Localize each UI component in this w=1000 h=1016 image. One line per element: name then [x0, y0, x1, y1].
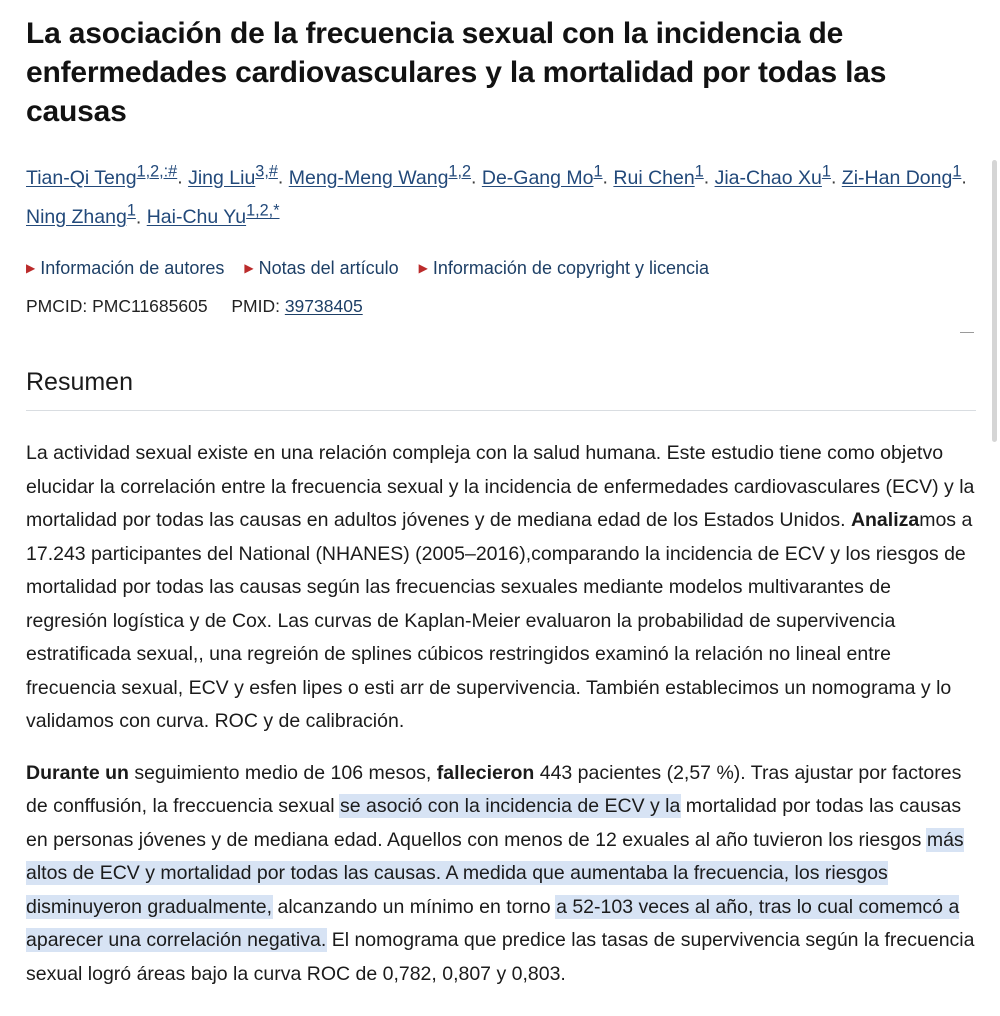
abstract-p1-seg3: mos a 17.243 participantes del National (NHANES) (2005–2016),comparando la incidencia de ECV y los riesgos de mortalidad por todas las causas según las frecuencias sexuales mediante modelos multivarantes de regresión logística y de Cox. Las curvas de Kaplan-Meier evaluaron la probabilidad de supervivencia estratificada sexual,, una regreión de splines cúbicos restringidos examinó la relación no lineal entre frecuencia sexual, ECV y esfen lipes o esti arr de supervivencia. También establecimos un nomograma y lo validamos con curva. ROC y de calibración. [26, 509, 973, 732]
author-link[interactable]: Hai-Chu Yu [146, 206, 247, 228]
author-separator-5: . [830, 166, 837, 189]
author-affiliation-sup[interactable]: 1,2,:# [136, 162, 178, 180]
abstract-heading: Resumen [26, 366, 976, 411]
author-separator-1: . [277, 166, 284, 189]
abstract-p2-seg2: 443 pacientes (2,57 %). Tras ajustar por factores de conffusión, la freccuencia sexual [26, 761, 962, 817]
triangle-right-icon: ▶ [418, 261, 428, 275]
vertical-scrollbar-track[interactable] [989, 0, 997, 1016]
author-link[interactable]: Tian-Qi Teng [26, 166, 137, 189]
author-affiliation-sup[interactable]: 1 [694, 162, 704, 180]
pmcid-value: PMC11685605 [92, 296, 208, 316]
toggle-article-notes[interactable] [244, 256, 398, 282]
author-affiliation-sup[interactable]: 1 [821, 162, 831, 180]
author-separator-0: . [177, 166, 183, 189]
pmcid-label: PMCID: [26, 296, 88, 316]
toggle-copyright-license[interactable] [419, 256, 709, 282]
author-link[interactable]: Ning Zhang [26, 206, 127, 228]
toggle-author-information[interactable] [26, 256, 224, 282]
article-section-toggles [26, 256, 976, 282]
triangle-right-icon: ▶ [244, 261, 254, 275]
vertical-scrollbar-thumb[interactable] [992, 160, 997, 442]
abstract-p2-bold-1: Durante un [26, 761, 129, 784]
author-entry-1[interactable] [188, 162, 278, 189]
abstract-p1-seg1: La actividad sexual existe en una relación compleja con la salud humana. Este estudio tiene como objetvo elucidar la correlación entre la frecuencia sexual y la incidencia de enfermedades cardiovasculares (ECV) y la mortalidad por todas las causas en adultos jóvenes y de mediana edad de los Estados Unidos. [26, 442, 975, 531]
author-separator-7: . [135, 206, 142, 228]
author-link[interactable]: Rui Chen [613, 166, 695, 189]
author-entry-8[interactable] [146, 201, 280, 228]
author-affiliation-sup[interactable]: 1 [952, 162, 962, 180]
pmid-link[interactable]: 39738405 [284, 296, 363, 316]
author-affiliation-sup[interactable]: 1 [126, 201, 136, 220]
author-entry-3[interactable] [481, 162, 603, 189]
author-link[interactable]: Zi-Han Dong [841, 166, 953, 189]
author-link[interactable]: Jing Liu [188, 166, 256, 189]
page-edge-tick [960, 332, 974, 333]
abstract-highlight-3: a 52-103 veces al año, tras lo cual comemcó a aparecer una correlación negativa. [26, 895, 960, 951]
toggle-label: Información de copyright y licencia [432, 258, 710, 278]
abstract-highlight-2: más altos de ECV y mortalidad por todas las causas. A medida que aumentaba la frecuencia, los riesgos disminuyeron gradualmente, [26, 828, 964, 918]
abstract-p2-seg5: El nomograma que predice las tasas de supervivencia según la frecuencia sexual logró áreas bajo la curva ROC de 0,782, 0,807 y 0,803. [26, 929, 975, 985]
author-entry-7[interactable] [26, 201, 136, 228]
abstract-p2-seg4: alcanzando un mínimo en torno [272, 895, 557, 918]
author-separator-4: . [703, 166, 710, 189]
author-link[interactable]: Jia-Chao Xu [714, 166, 822, 189]
toggle-label: Notas del artículo [258, 258, 399, 278]
abstract-highlight-1: se asoció con la incidencia de ECV y la [340, 795, 681, 817]
abstract-p2-bold-2: fallecieron [436, 761, 535, 784]
author-affiliation-sup[interactable]: 1 [593, 162, 603, 180]
author-affiliation-sup[interactable]: 1,2,* [246, 201, 280, 220]
pmid-label: PMID: [231, 296, 280, 316]
author-entry-2[interactable] [288, 162, 472, 189]
author-list [26, 155, 976, 234]
abstract-paragraph-1 [26, 437, 976, 739]
abstract-p1-bold: Analiza [850, 509, 920, 531]
author-link[interactable]: Meng-Meng Wang [288, 166, 449, 189]
abstract-body [26, 437, 976, 991]
author-affiliation-sup[interactable]: 3,# [255, 162, 278, 180]
abstract-paragraph-2 [26, 757, 976, 992]
page-title: La asociación de la frecuencia sexual con la incidencia de enfermedades cardiovasculares y la mortalidad por todas las causas [26, 17, 887, 128]
author-separator-6: . [961, 166, 967, 189]
author-affiliation-sup[interactable]: 1,2 [448, 162, 472, 180]
author-link[interactable]: De-Gang Mo [481, 166, 594, 189]
abstract-p2-seg3: mortalidad por todas las causas en personas jóvenes y de mediana edad. Aquellos con menos de 12 exuales al año tuvieron los riesgos [26, 795, 962, 851]
triangle-right-icon: ▶ [26, 261, 36, 275]
author-entry-6[interactable] [841, 162, 962, 189]
author-separator-3: . [602, 166, 608, 189]
article-identifiers [26, 294, 976, 318]
author-entry-4[interactable] [613, 162, 704, 189]
toggle-label: Información de autores [40, 258, 225, 278]
author-entry-5[interactable] [714, 162, 831, 189]
author-separator-2: . [471, 166, 477, 189]
abstract-p2-seg1: seguimiento medio de 106 mesos, [128, 761, 437, 784]
author-entry-0[interactable] [26, 162, 178, 189]
